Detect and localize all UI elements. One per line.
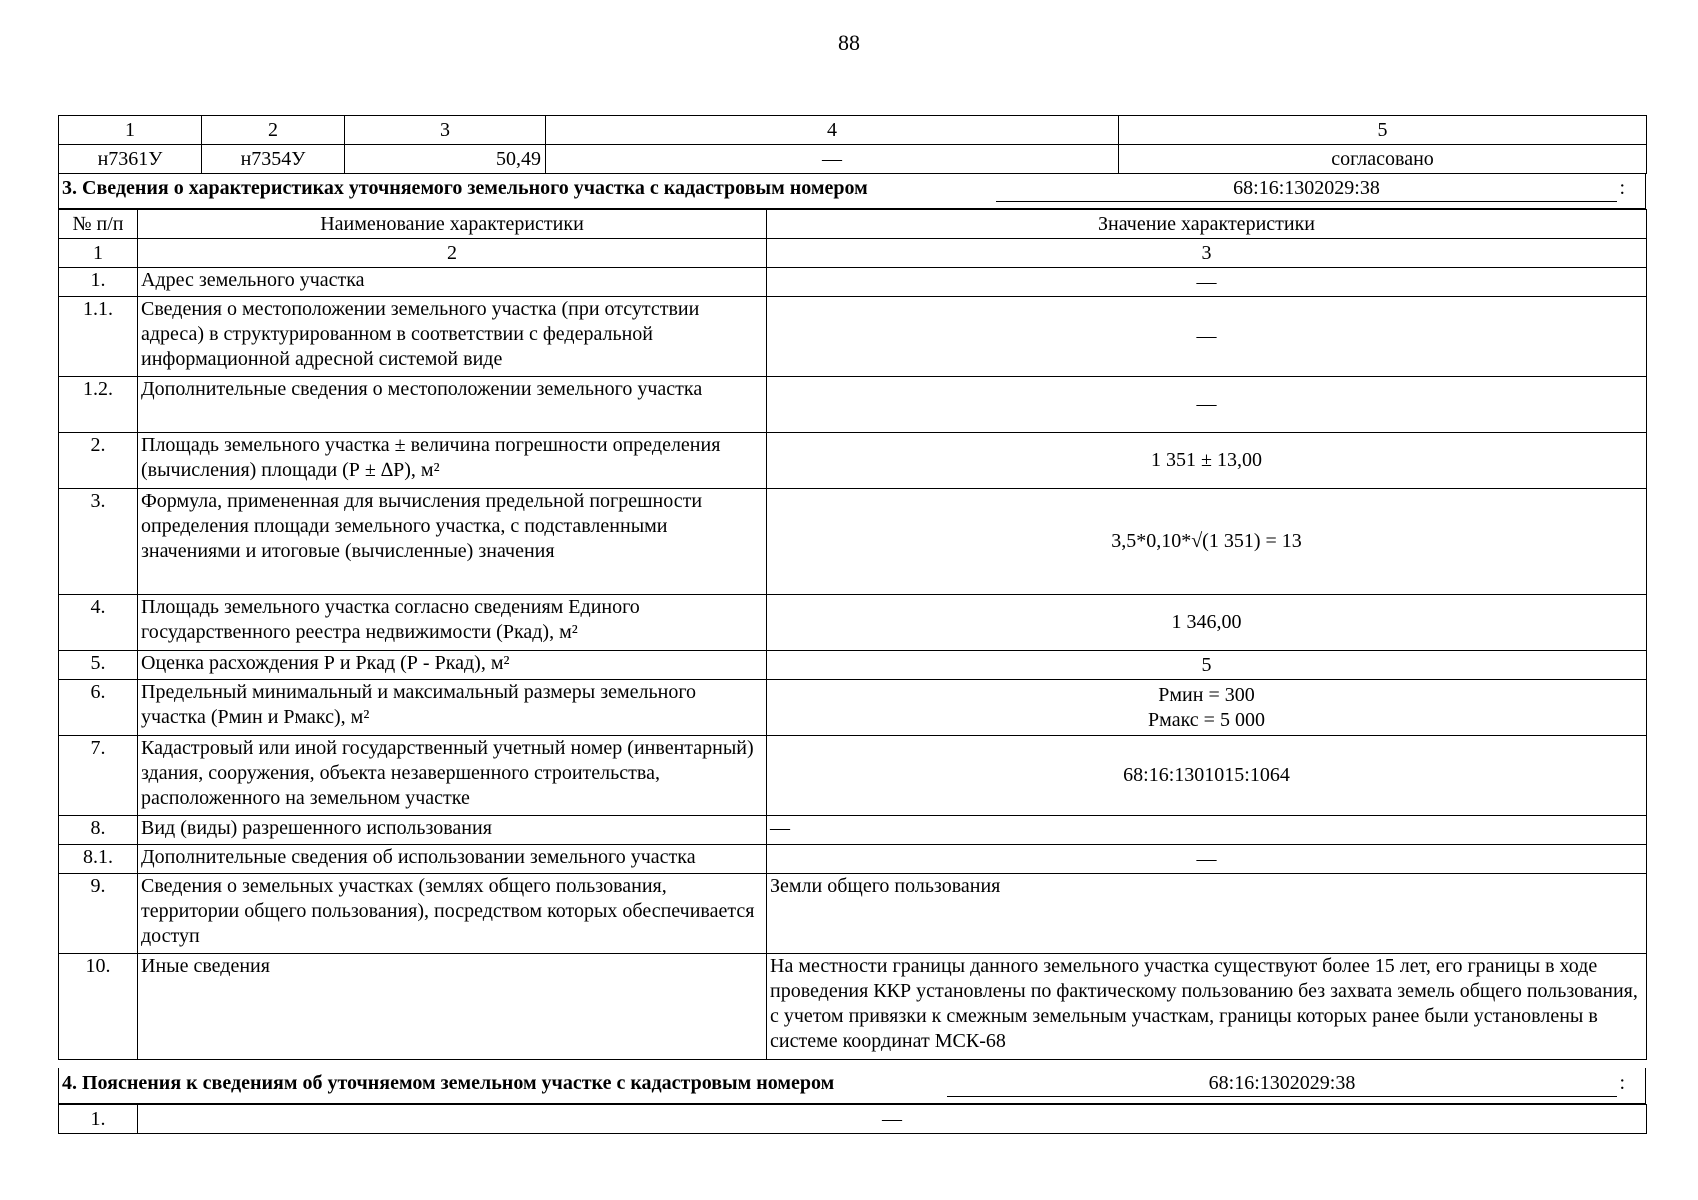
row-name: Площадь земельного участка согласно сведениям Единого государственного реестра недвижимости (Ркад), м²	[138, 595, 767, 651]
row-number: 10.	[59, 954, 138, 1060]
description-value: —	[546, 145, 1119, 174]
point-to: н7354У	[202, 145, 345, 174]
page-number: 88	[838, 30, 860, 55]
table-row	[59, 845, 1647, 874]
table-row	[59, 1105, 1647, 1134]
row-value: —	[767, 816, 1647, 845]
row-value: —	[767, 377, 1647, 433]
row-name: Иные сведения	[138, 954, 767, 1060]
table-row	[59, 433, 1647, 489]
header-name: Наименование характеристики	[138, 210, 767, 239]
row-value: На местности границы данного земельного участка существуют более 15 лет, его границы в ходе проведения ККР установлены по фактическому пользованию без захвата земель общего пользования, с учетом привязки к смежным земельным участкам, границы которых ранее были установлены в системе координат МСК-68	[767, 954, 1647, 1060]
col-number: 2	[202, 116, 345, 145]
row-name: Сведения о местоположении земельного участка (при отсутствии адреса) в структурированном в соответствии с федеральной информационной адресной системой виде	[138, 297, 767, 377]
row-number: 6.	[59, 680, 138, 736]
row-value: 5	[767, 651, 1647, 680]
section4-cadastral-number: 68:16:1302029:38	[947, 1071, 1617, 1097]
section3-colon: :	[1619, 177, 1625, 199]
table-column-numbers	[59, 239, 1647, 268]
length-value: 50,49	[345, 145, 546, 174]
row-number: 2.	[59, 433, 138, 489]
row-number: 1.	[59, 1105, 138, 1134]
row-value: 1 351 ± 13,00	[767, 433, 1647, 489]
row-value: —	[767, 297, 1647, 377]
explanations-table	[58, 1104, 1647, 1134]
row-number: 5.	[59, 651, 138, 680]
row-name: Дополнительные сведения о местоположении земельного участка	[138, 377, 767, 433]
approval-status: согласовано	[1119, 145, 1647, 174]
max-size-value: Рмакс = 5 000	[1148, 708, 1265, 731]
col-number: 5	[1119, 116, 1647, 145]
section4-colon: :	[1619, 1072, 1625, 1094]
table-row	[59, 736, 1647, 816]
point-from: н7361У	[59, 145, 202, 174]
col-number: 3	[767, 239, 1647, 268]
row-name: Площадь земельного участка ± величина погрешности определения (вычисления) площади (Р ± ∆Р), м²	[138, 433, 767, 489]
row-number: 8.1.	[59, 845, 138, 874]
table-row	[59, 145, 1647, 174]
row-name: Сведения о земельных участках (землях общего пользования, территории общего пользования), посредством которых обеспечивается доступ	[138, 874, 767, 954]
header-value: Значение характеристики	[767, 210, 1647, 239]
section3-title: 3. Сведения о характеристиках уточняемого земельного участка с кадастровым номером	[62, 177, 868, 199]
table-row	[59, 874, 1647, 954]
col-number: 4	[546, 116, 1119, 145]
row-value: —	[767, 268, 1647, 297]
table-row	[59, 595, 1647, 651]
table-row	[59, 297, 1647, 377]
row-value: 1 346,00	[767, 595, 1647, 651]
section3-header	[58, 173, 1646, 209]
row-value-min-max	[767, 680, 1647, 736]
row-value: —	[767, 845, 1647, 874]
row-number: 1.	[59, 268, 138, 297]
section4-title: 4. Пояснения к сведениям об уточняемом земельном участке с кадастровым номером	[62, 1072, 835, 1094]
section3-cadastral-number: 68:16:1302029:38	[996, 176, 1617, 202]
row-number: 7.	[59, 736, 138, 816]
col-number: 3	[345, 116, 546, 145]
row-number: 1.1.	[59, 297, 138, 377]
table-row	[59, 651, 1647, 680]
row-number: 9.	[59, 874, 138, 954]
row-number: 3.	[59, 489, 138, 595]
row-value: —	[138, 1105, 1647, 1134]
row-name: Дополнительные сведения об использовании земельного участка	[138, 845, 767, 874]
row-name: Вид (виды) разрешенного использования	[138, 816, 767, 845]
col-number: 2	[138, 239, 767, 268]
characteristics-table	[58, 209, 1647, 1060]
col-number: 1	[59, 116, 202, 145]
row-name: Кадастровый или иной государственный учетный номер (инвентарный) здания, сооружения, объекта незавершенного строительства, расположенного на земельном участке	[138, 736, 767, 816]
section4-header	[58, 1068, 1646, 1104]
table-row	[59, 680, 1647, 736]
table-row	[59, 268, 1647, 297]
table-header-row	[59, 116, 1647, 145]
row-name: Оценка расхождения Р и Ркад (Р - Ркад), м²	[138, 651, 767, 680]
row-name: Предельный минимальный и максимальный размеры земельного участка (Рмин и Рмакс), м²	[138, 680, 767, 736]
table-row	[59, 954, 1647, 1060]
row-number: 8.	[59, 816, 138, 845]
boundary-approval-table	[58, 115, 1647, 174]
row-number: 4.	[59, 595, 138, 651]
row-value: 68:16:1301015:1064	[767, 736, 1647, 816]
table-row	[59, 489, 1647, 595]
row-value: Земли общего пользования	[767, 874, 1647, 954]
row-number: 1.2.	[59, 377, 138, 433]
row-name: Формула, примененная для вычисления предельной погрешности определения площади земельного участка, с подставленными значениями и итоговые (вычисленные) значения	[138, 489, 767, 595]
table-header-row	[59, 210, 1647, 239]
table-row	[59, 377, 1647, 433]
header-number: № п/п	[59, 210, 138, 239]
col-number: 1	[59, 239, 138, 268]
row-name: Адрес земельного участка	[138, 268, 767, 297]
row-value: 3,5*0,10*√(1 351) = 13	[767, 489, 1647, 595]
table-row	[59, 816, 1647, 845]
min-size-value: Рмин = 300	[1158, 683, 1255, 706]
